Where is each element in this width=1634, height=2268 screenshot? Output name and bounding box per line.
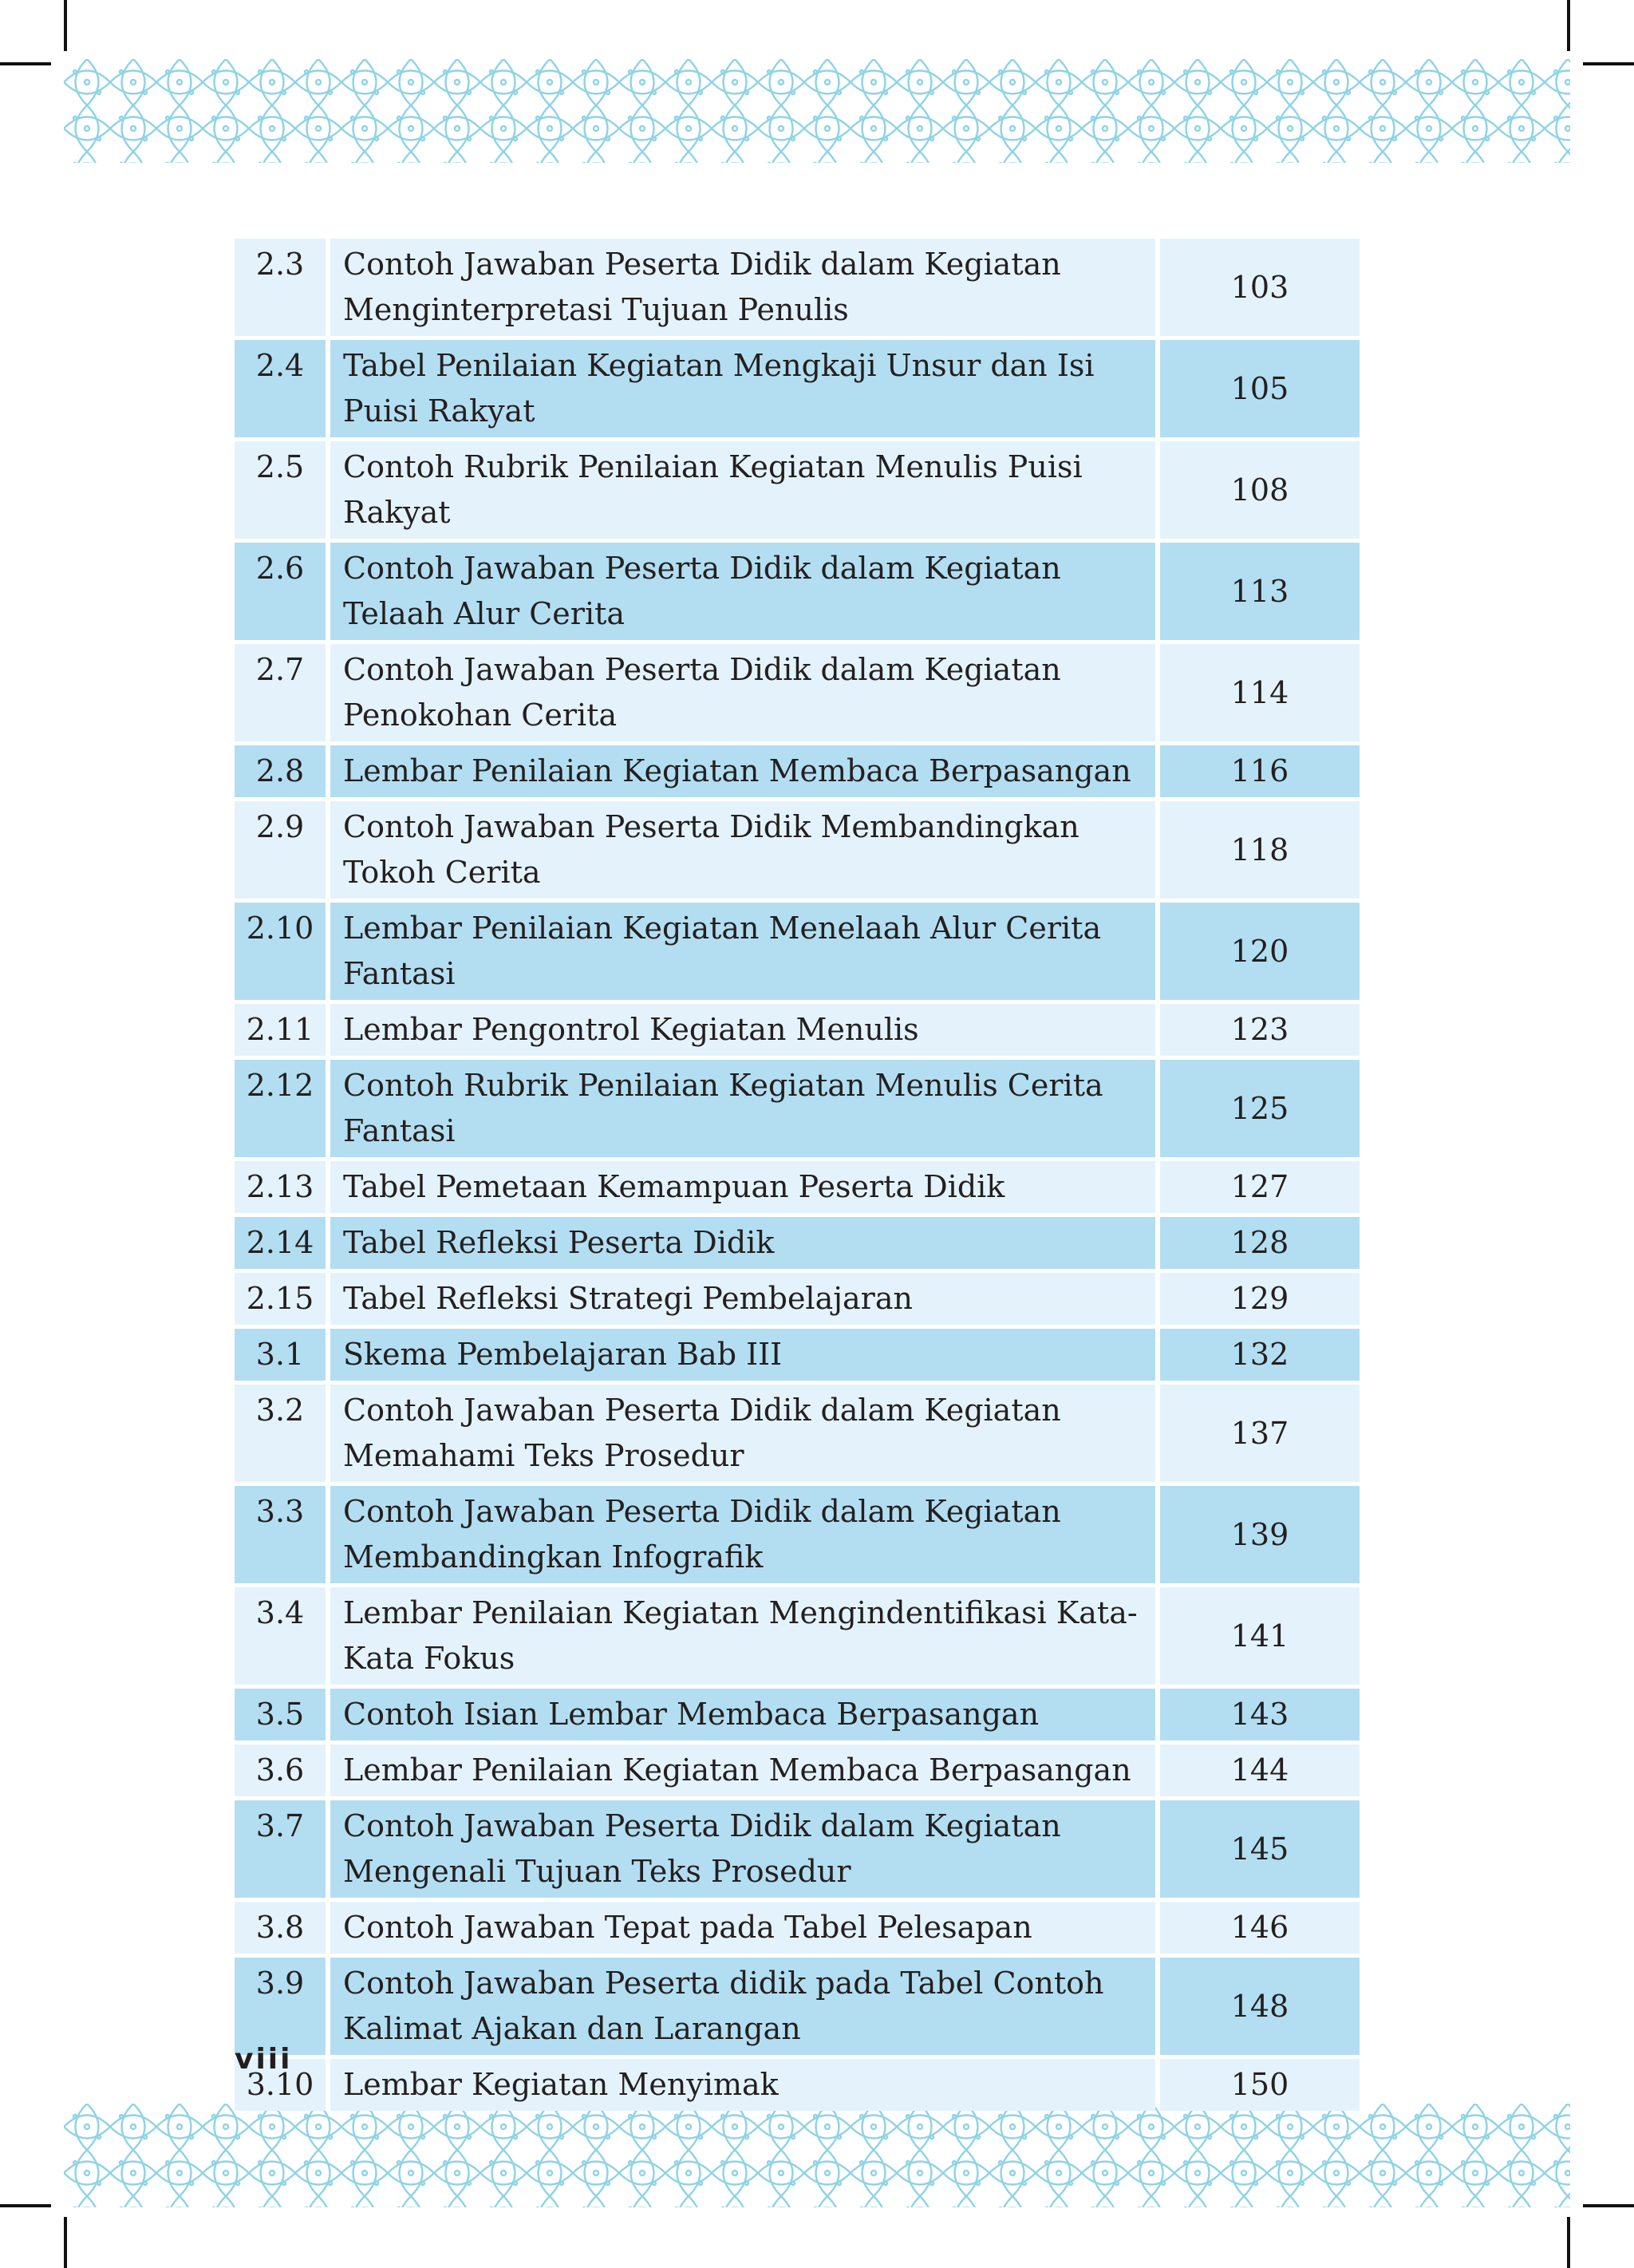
- row-page: 113: [1160, 543, 1360, 640]
- row-page: 145: [1160, 1800, 1360, 1898]
- row-number: 2.12: [235, 1060, 326, 1157]
- table-row: [235, 1800, 1360, 1898]
- row-page: 105: [1160, 340, 1360, 437]
- row-number: 2.4: [235, 340, 326, 437]
- row-number: 3.2: [235, 1385, 326, 1482]
- toc-body: [235, 239, 1360, 2111]
- row-title: Tabel Pemetaan Kemampuan Peserta Didik: [330, 1161, 1155, 1213]
- row-number: 3.9: [235, 1958, 326, 2055]
- row-title: Contoh Jawaban Peserta Didik dalam Kegiatan Membandingkan Infografik: [330, 1486, 1155, 1583]
- table-row: [235, 543, 1360, 640]
- row-number: 2.13: [235, 1161, 326, 1213]
- row-number: 3.10: [235, 2059, 326, 2111]
- row-title: Contoh Jawaban Peserta Didik dalam Kegiatan Telaah Alur Cerita: [330, 543, 1155, 640]
- row-title: Lembar Penilaian Kegiatan Membaca Berpasangan: [330, 745, 1155, 797]
- row-number: 2.8: [235, 745, 326, 797]
- row-number: 2.6: [235, 543, 326, 640]
- row-number: 2.7: [235, 644, 326, 741]
- row-page: 129: [1160, 1273, 1360, 1325]
- table-row: [235, 644, 1360, 741]
- table-row: [235, 1273, 1360, 1325]
- row-number: 3.5: [235, 1689, 326, 1741]
- table-row: [235, 1689, 1360, 1741]
- row-number: 3.8: [235, 1902, 326, 1954]
- ornament-pattern: [64, 59, 1570, 163]
- table-row: [235, 1958, 1360, 2055]
- row-page: 132: [1160, 1329, 1360, 1381]
- row-title: Contoh Jawaban Peserta didik pada Tabel Contoh Kalimat Ajakan dan Larangan: [330, 1958, 1155, 2055]
- row-page: 118: [1160, 801, 1360, 899]
- row-page: 108: [1160, 441, 1360, 539]
- table-row: [235, 1161, 1360, 1213]
- ornament-pattern: [64, 2104, 1570, 2207]
- row-page: 116: [1160, 745, 1360, 797]
- table-row: [235, 340, 1360, 437]
- table-row: [235, 745, 1360, 797]
- table-row: [235, 1902, 1360, 1954]
- row-number: 3.3: [235, 1486, 326, 1583]
- row-page: 146: [1160, 1902, 1360, 1954]
- crop-mark-top-right-v: [1567, 0, 1570, 51]
- row-title: Lembar Penilaian Kegiatan Membaca Berpasangan: [330, 1744, 1155, 1796]
- row-title: Lembar Kegiatan Menyimak: [330, 2059, 1155, 2111]
- row-number: 2.11: [235, 1004, 326, 1056]
- row-title: Contoh Jawaban Peserta Didik Membandingkan Tokoh Cerita: [330, 801, 1155, 899]
- row-number: 3.6: [235, 1744, 326, 1796]
- row-title: Contoh Jawaban Peserta Didik dalam Kegiatan Memahami Teks Prosedur: [330, 1385, 1155, 1482]
- row-page: 125: [1160, 1060, 1360, 1157]
- row-page: 120: [1160, 903, 1360, 1000]
- row-title: Tabel Refleksi Peserta Didik: [330, 1217, 1155, 1269]
- row-title: Contoh Rubrik Penilaian Kegiatan Menulis Puisi Rakyat: [330, 441, 1155, 539]
- row-number: 2.9: [235, 801, 326, 899]
- table-row: [235, 2059, 1360, 2111]
- table-row: [235, 1744, 1360, 1796]
- table-row: [235, 1385, 1360, 1482]
- row-page: 150: [1160, 2059, 1360, 2111]
- table-row: [235, 1004, 1360, 1056]
- row-page: 128: [1160, 1217, 1360, 1269]
- row-title: Lembar Pengontrol Kegiatan Menulis: [330, 1004, 1155, 1056]
- table-row: [235, 1060, 1360, 1157]
- row-page: 148: [1160, 1958, 1360, 2055]
- row-title: Tabel Penilaian Kegiatan Mengkaji Unsur dan Isi Puisi Rakyat: [330, 340, 1155, 437]
- row-title: Contoh Jawaban Peserta Didik dalam Kegiatan Mengenali Tujuan Teks Prosedur: [330, 1800, 1155, 1898]
- table-row: [235, 1329, 1360, 1381]
- row-page: 141: [1160, 1587, 1360, 1685]
- row-title: Contoh Jawaban Peserta Didik dalam Kegiatan Penokohan Cerita: [330, 644, 1155, 741]
- crop-mark-top-left-v: [64, 0, 67, 51]
- row-title: Tabel Refleksi Strategi Pembelajaran: [330, 1273, 1155, 1325]
- crop-mark-bottom-left-h: [0, 2204, 51, 2207]
- row-number: 2.5: [235, 441, 326, 539]
- table-row: [235, 441, 1360, 539]
- row-page: 143: [1160, 1689, 1360, 1741]
- list-of-tables: [230, 235, 1364, 2115]
- row-number: 3.4: [235, 1587, 326, 1685]
- row-title: Lembar Penilaian Kegiatan Mengindentifikasi Kata-Kata Fokus: [330, 1587, 1155, 1685]
- table-row: [235, 1486, 1360, 1583]
- row-page: 127: [1160, 1161, 1360, 1213]
- table-row: [235, 239, 1360, 336]
- row-title: Contoh Rubrik Penilaian Kegiatan Menulis Cerita Fantasi: [330, 1060, 1155, 1157]
- crop-mark-top-left-h: [0, 62, 51, 65]
- row-page: 144: [1160, 1744, 1360, 1796]
- row-page: 139: [1160, 1486, 1360, 1583]
- row-title: Lembar Penilaian Kegiatan Menelaah Alur Cerita Fantasi: [330, 903, 1155, 1000]
- row-page: 123: [1160, 1004, 1360, 1056]
- row-title: Contoh Isian Lembar Membaca Berpasangan: [330, 1689, 1155, 1741]
- crop-mark-bottom-left-v: [64, 2217, 67, 2268]
- row-number: 2.15: [235, 1273, 326, 1325]
- row-page: 137: [1160, 1385, 1360, 1482]
- bottom-ornament-band: [64, 2104, 1570, 2207]
- row-number: 3.7: [235, 1800, 326, 1898]
- top-ornament-band: [64, 59, 1570, 163]
- row-title: Skema Pembelajaran Bab III: [330, 1329, 1155, 1381]
- row-page: 114: [1160, 644, 1360, 741]
- page-number: viii: [235, 2043, 293, 2076]
- row-number: 3.1: [235, 1329, 326, 1381]
- table-row: [235, 801, 1360, 899]
- row-title: Contoh Jawaban Peserta Didik dalam Kegiatan Menginterpretasi Tujuan Penulis: [330, 239, 1155, 336]
- row-number: 2.3: [235, 239, 326, 336]
- row-number: 2.10: [235, 903, 326, 1000]
- table-row: [235, 1587, 1360, 1685]
- row-page: 103: [1160, 239, 1360, 336]
- table-row: [235, 1217, 1360, 1269]
- crop-mark-top-right-h: [1583, 62, 1634, 65]
- row-title: Contoh Jawaban Tepat pada Tabel Pelesapan: [330, 1902, 1155, 1954]
- crop-mark-bottom-right-v: [1567, 2217, 1570, 2268]
- row-number: 2.14: [235, 1217, 326, 1269]
- crop-mark-bottom-right-h: [1583, 2204, 1634, 2207]
- table-row: [235, 903, 1360, 1000]
